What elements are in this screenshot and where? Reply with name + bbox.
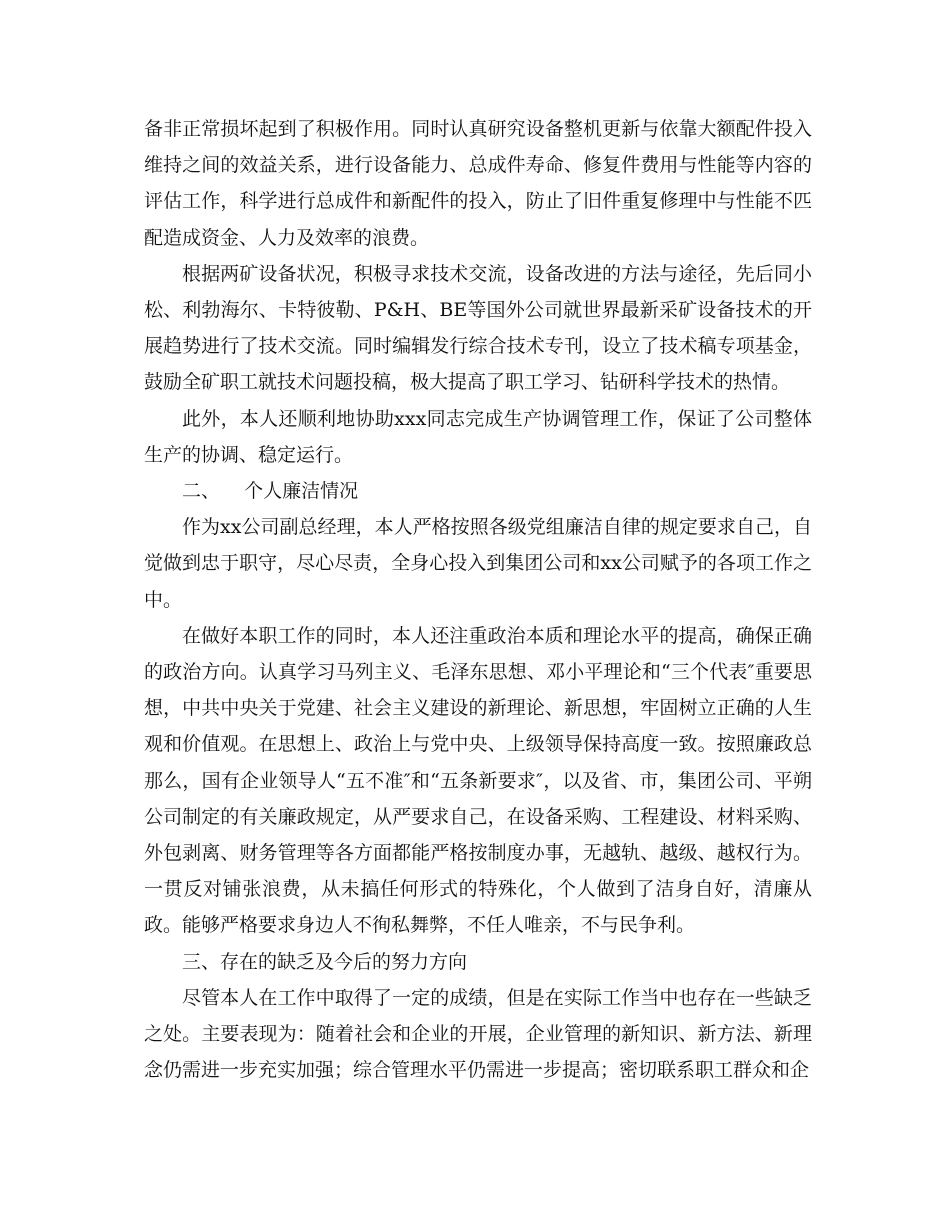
section-heading-shortcomings: 三、存在的缺乏及今后的努力方向 [182,950,468,973]
section-heading-integrity: 二、 个人廉洁情况 [182,480,359,503]
paragraph-self-discipline: 作为xx公司副总经理，本人严格按照各级党组廉洁自律的规定要求自己，自觉做到忠于职守，尽心尽责，全身心投入到集团公司和xx公司赋予的各项工作之中。 [144,516,812,611]
document-body [144,111,812,1088]
paragraph-shortcomings: 尽管本人在工作中取得了一定的成绩，但是在实际工作当中也存在一些缺乏之处。主要表现为：随着社会和企业的开展，企业管理的新知识、新方法、新理念仍需进一步充实加强；综合管理水平仍需进一步提高；密切联系职工群众和企 [144,986,812,1082]
paragraph-equipment-evaluation: 备非正常损坏起到了积极作用。同时认真研究设备整机更新与依靠大额配件投入维持之间的效益关系，进行设备能力、总成件寿命、修复件费用与性能等内容的评估工作，科学进行总成件和新配件的投入，防止了旧件重复修理中与性能不匹配造成资金、人力及效率的浪费。 [144,118,812,249]
paragraph-production-coordination: 此外，本人还顺利地协助xxx同志完成生产协调管理工作，保证了公司整体生产的协调、稳定运行。 [144,407,812,466]
paragraph-technical-exchange: 根据两矿设备状况，积极寻求技术交流，设备改进的方法与途径，先后同小松、利勃海尔、卡特彼勒、P&H、BE等国外公司就世界最新采矿设备技术的开展趋势进行了技术交流。同时编辑发行综合技术专刊，设立了技术稿专项基金，鼓励全矿职工就技术问题投稿，极大提高了职工学习、钻研科学技术的热情。 [144,262,812,394]
paragraph-political-study: 在做好本职工作的同时，本人还注重政治本质和理论水平的提高，确保正确的政治方向。认真学习马列主义、毛泽东思想、邓小平理论和“三个代表″重要思想，中共中央关于党建、社会主义建设的新理论、新思想，牢固树立正确的人生观和价值观。在思想上、政治上与党中央、上级领导保持高度一致。按照廉政总那么，国有企业领导人“五不准″和“五条新要求″，以及省、市，集团公司、平朔公司制定的有关廉政规定，从严要求自己，在设备采购、工程建设、材料采购、外包剥离、财务管理等各方面都能严格按制度办事，无越轨、越级、越权行为。一贯反对铺张浪费，从未搞任何形式的特殊化，个人做到了洁身自好，清廉从政。能够严格要求身边人不徇私舞弊，不任人唯亲，不与民争利。 [144,624,812,937]
